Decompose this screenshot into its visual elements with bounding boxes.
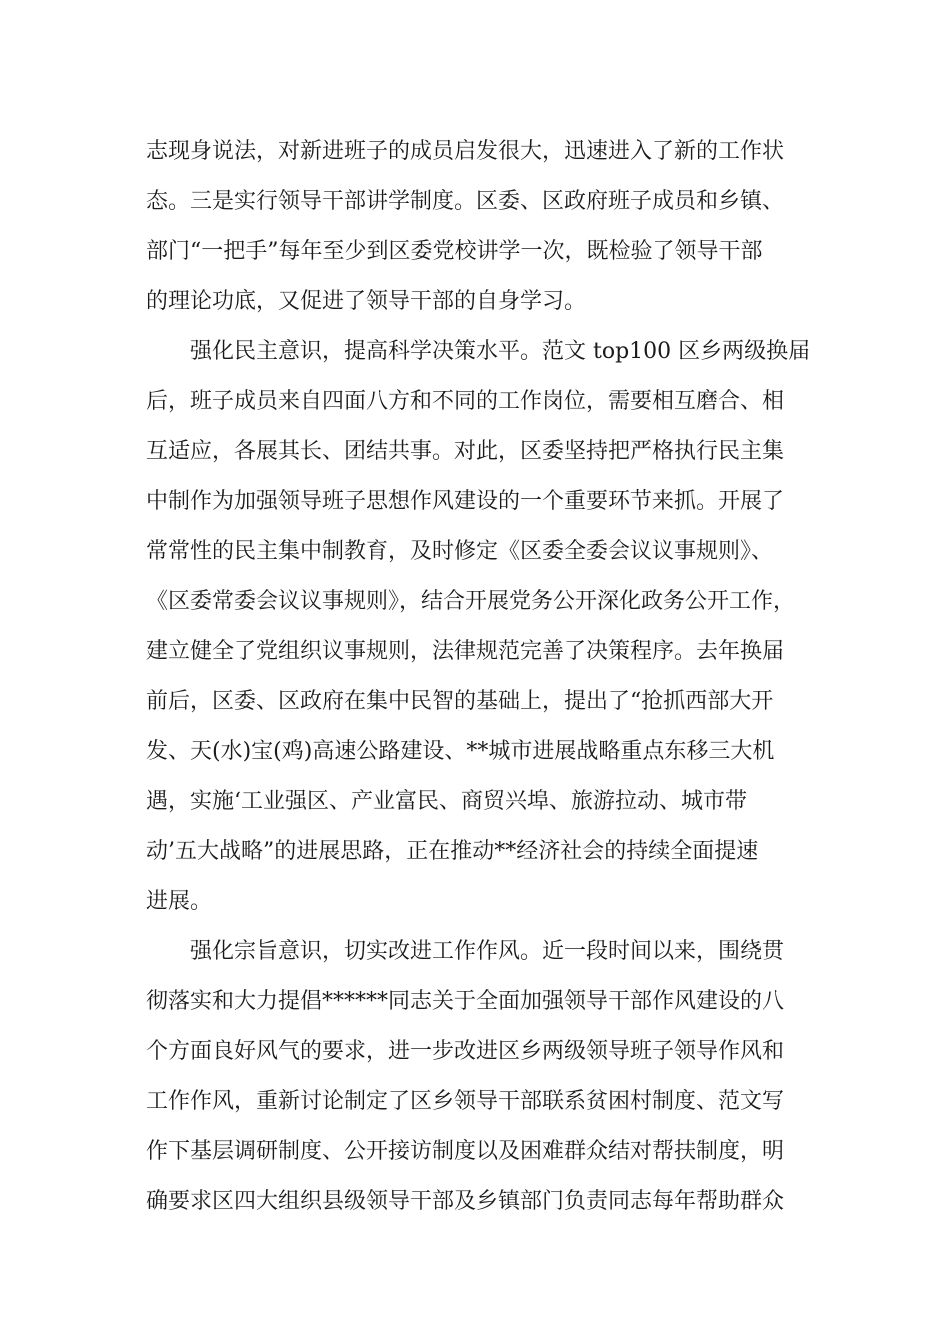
text-line: 动’五大战略”的进展思路，正在推动**经济社会的持续全面提速 (146, 839, 759, 864)
text-line: 后，班子成员来自四面八方和不同的工作岗位，需要相互磨合、相 (146, 389, 785, 414)
text-line: 彻落实和大力提倡******同志关于全面加强领导干部作风建设的八 (146, 989, 785, 1014)
text-line: 发、天(水)宝(鸡)高速公路建设、**城市进展战略重点东移三大机 (146, 739, 775, 764)
text-line: 互适应，各展其长、团结共事。对此，区委坚持把严格执行民主集 (146, 439, 785, 464)
text-line: 遇，实施‘工业强区、产业富民、商贸兴埠、旅游拉动、城市带 (146, 789, 747, 814)
text-line: 部门“一把手”每年至少到区委党校讲学一次，既检验了领导干部 (146, 239, 763, 264)
text-line: 态。三是实行领导干部讲学制度。区委、区政府班子成员和乡镇、 (146, 189, 785, 214)
paragraph-first-line: 强化宗旨意识，切实改进工作作风。近一段时间以来，围绕贯 (190, 939, 785, 964)
paragraph-first-line: 强化民主意识，提高科学决策水平。范文 top100 区乡两级换届 (190, 339, 811, 364)
text-line: 作下基层调研制度、公开接访制度以及困难群众结对帮扶制度，明 (146, 1139, 785, 1164)
text-line: 常常性的民主集中制教育，及时修定《区委全委会议议事规则》、 (146, 539, 774, 564)
text-line: 工作作风，重新讨论制定了区乡领导干部联系贫困村制度、范文写 (146, 1089, 785, 1114)
text-line: 个方面良好风气的要求，进一步改进区乡两级领导班子领导作风和 (146, 1039, 785, 1064)
text-line: 的理论功底，又促进了领导干部的自身学习。 (146, 289, 587, 314)
text-line: 《区委常委会议议事规则》，结合开展党务公开深化政务公开工作， (146, 589, 796, 614)
text-line: 中制作为加强领导班子思想作风建设的一个重要环节来抓。开展了 (146, 489, 785, 514)
text-line: 前后，区委、区政府在集中民智的基础上，提出了“抢抓西部大开 (146, 689, 774, 714)
text-line: 建立健全了党组织议事规则，法律规范完善了决策程序。去年换届 (146, 639, 785, 664)
text-line: 进展。 (146, 889, 213, 914)
text-line: 志现身说法，对新进班子的成员启发很大，迅速进入了新的工作状 (146, 139, 785, 164)
text-line: 确要求区四大组织县级领导干部及乡镇部门负责同志每年帮助群众 (146, 1189, 785, 1214)
